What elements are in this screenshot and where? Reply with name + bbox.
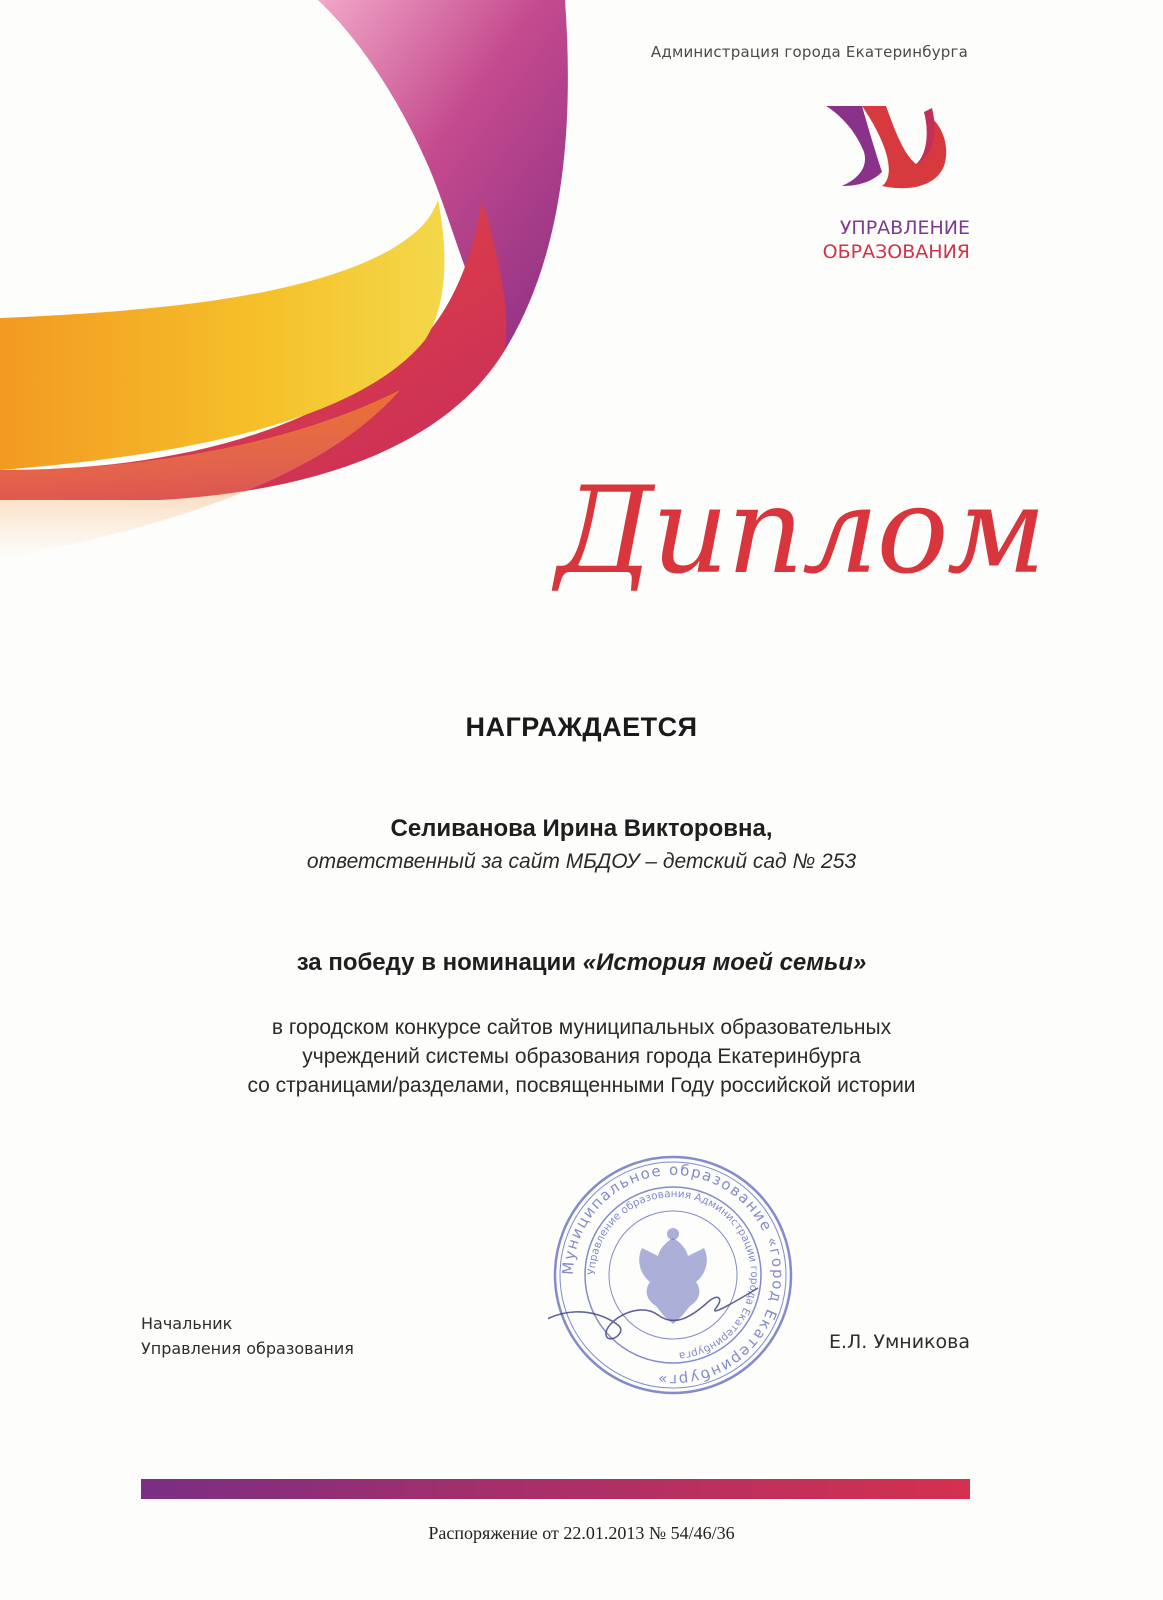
contest-line: учреждений системы образования города Екатеринбурга (302, 1045, 861, 1068)
recipient-name: Селиванова Ирина Викторовна, (390, 815, 773, 842)
awarded-heading: НАГРАЖДАЕТСЯ (465, 712, 698, 742)
diploma-title: Диплом (556, 462, 1045, 601)
stamp-inner-text: Управление образования Администрации города Екатеринбурга (585, 1187, 761, 1362)
stamp-outer-text: Муниципальное образование «город Екатеринбург» (558, 1160, 788, 1390)
footer-color-bar (141, 1479, 970, 1499)
nomination-prefix: за победу в номинации (296, 949, 583, 976)
nomination-line (0, 949, 1163, 977)
logo-wordmark (760, 216, 970, 264)
signer-name: Е.Л. Умникова (828, 1331, 970, 1353)
order-reference: Распоряжение от 22.01.2013 № 54/46/36 (428, 1523, 735, 1543)
recipient-position: ответственный за сайт МБДОУ – детский сад № 253 (306, 850, 857, 873)
eagle-emblem-icon (639, 1228, 707, 1324)
administration-header: Администрация города Екатеринбурга (650, 43, 968, 61)
contest-line: в городском конкурсе сайтов муниципальных образовательных (271, 1016, 892, 1039)
logo-line2: ОБРАЗОВАНИЯ (822, 241, 970, 263)
decorative-ribbon (0, 0, 600, 620)
official-stamp-icon (548, 1150, 798, 1400)
ud-ribbon-logo-icon (826, 104, 951, 192)
chief-line2: Управления образования (141, 1339, 354, 1358)
chief-line1: Начальник (141, 1314, 233, 1333)
contest-description (0, 1013, 1163, 1100)
chief-title (141, 1311, 354, 1361)
contest-line: со страницами/разделами, посвященными Году российской истории (247, 1074, 916, 1097)
logo-line1: УПРАВЛЕНИЕ (839, 217, 970, 239)
nomination-name: «История моей семьи» (582, 949, 867, 976)
